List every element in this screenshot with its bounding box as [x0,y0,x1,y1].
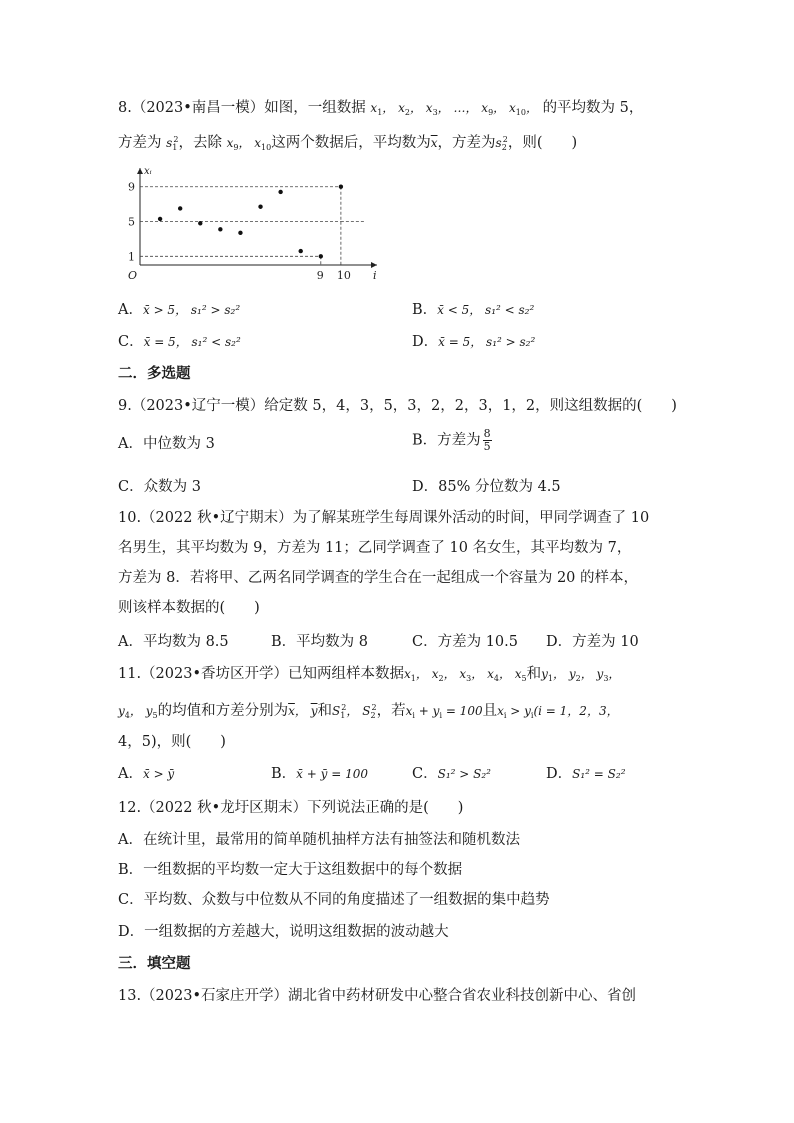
q8-scatter-plot [118,160,377,285]
q9-option-c: C．众数为 3 [118,479,201,495]
x-tick-10: 10 [336,269,351,282]
q11-option-a: A．x̄ > ȳ [118,766,175,782]
q10-option-a: A．平均数为 8.5 [118,634,229,650]
q10-line3: 方差为 8．若将甲、乙两名同学调查的学生合在一起组成一个容量为 20 的样本， [118,570,639,586]
q8-line1 [118,98,684,123]
q8-option-b: B．x̄ < 5， s₁² < s₂² [412,302,535,318]
q8-text-b: ，去除 [178,135,222,151]
q11-sum-condition: $x_i + y_i = 100$ [405,704,483,720]
data-point-4 [218,227,222,231]
q9-stem: 9.（2023•辽宁一模）给定数 5，4，3，5，3，2，2，3，1，2，则这组数据的( ) [118,398,677,414]
q11-line1: 11.（2023•香坊区开学）已知两组样本数据$x_1$， $x_2$， $x_3$， $x_4$， $x_5$和$y_1$， $y_2$， $y_3$， [118,666,621,683]
data-point-8 [299,249,303,253]
data-point-7 [278,190,282,194]
data-point-6 [258,205,262,209]
q11-line3: 4，5)，则( ) [118,734,226,750]
q8-s1-squared: $s_1^2$ [166,135,179,152]
data-point-2 [178,206,182,210]
q8-data-sequence: $x_1$， $x_2$， $x_3$， …， $x_9$， $x_{10}$， [370,101,538,117]
y-axis-arrow [137,168,143,174]
data-point-5 [238,231,242,235]
y-axis-label: xᵢ [144,166,152,177]
q10-line4: 则该样本数据的( ) [118,600,260,616]
q10-option-d: D．方差为 10 [546,634,639,650]
y-tick-1: 1 [128,250,135,264]
q11-means: $\overline{x}$， $\overline{y}$和$S_1^2$， $S_2^2$ [288,703,377,720]
x-axis-label: i [373,269,377,282]
q12-stem: 12.（2022 秋•龙圩区期末）下列说法正确的是( ) [118,800,464,816]
x-tick-9: 9 [316,269,324,282]
q8-stem-start: 8.（2023•南昌一模）如图，一组数据 [118,100,366,116]
q12-option-b: B．一组数据的平均数一定大于这组数据中的每个数据 [118,862,463,878]
q11-sample-lists: $x_1$， $x_2$， $x_3$， $x_4$， $x_5$和$y_1$， $y_2$， $y_3$， [404,666,621,683]
data-point-3 [198,221,202,225]
q8-text-e: ，则( ) [507,135,578,151]
q12-option-a: A．在统计里，最常用的简单随机抽样方法有抽签法和随机数法 [118,832,520,848]
q10-line2: 名男生，其平均数为 9，方差为 11；乙同学调查了 10 名女生，其平均数为 7， [118,540,632,556]
q8-x9-x10: $x_9$， $x_{10}$ [226,136,272,152]
q9-option-b: B．方差为 $\frac{8}{5}$ [412,427,491,453]
y-tick-9: 9 [128,180,135,194]
q11-inequality: $x_i > y_i(i = 1$，2，3， [497,704,619,720]
q11-line2: $y_4$， $y_5$的均值和方差分别为$\overline{x}$， $\overline{y}$和$S_1^2$， $S_2^2$，若$x_i + y_i = 100$且$x_i > y_i(i = 1$，2，3， [118,703,619,720]
data-point-1 [158,217,162,221]
q8-text-c: 这两个数据后，平均数为 [271,135,431,151]
origin-label: O [128,269,138,282]
q11-option-d: D．S₁² = S₂² [546,766,626,782]
section-multiple-choice-heading: 二．多选题 [118,365,191,382]
q11-option-b: B．x̄ + ȳ = 100 [271,766,368,782]
q10-option-c: C．方差为 10.5 [412,634,518,650]
x-axis-arrow [371,262,377,268]
q8-option-c: C．x̄ = 5， s₁² < s₂² [118,334,241,350]
q8-line2 [118,130,684,158]
q9-option-a: A．中位数为 3 [118,436,215,452]
q8-xbar: $\overline{x}$ [430,136,438,150]
q13-stem: 13.（2023•石家庄开学）湖北省中药材研发中心整合省农业科技创新中心、省创 [118,988,637,1004]
data-point-9 [319,254,323,258]
q10-option-b: B．平均数为 8 [271,634,368,650]
q11-option-c: C．S₁² > S₂² [412,766,491,782]
q8-s2-squared: $s_2^2$ [495,135,508,152]
q8-option-a: A．x̄ > 5， s₁² > s₂² [118,302,241,318]
data-point-10 [339,185,343,189]
q11-y-tail: $y_4$， $y_5$ [118,704,158,720]
q8-text-d: ，方差为 [437,135,496,151]
q9-option-d: D．85% 分位数为 4.5 [412,479,561,495]
q10-line1: 10.（2022 秋•辽宁期末）为了解某班学生每周课外活动的时间，甲同学调查了 10 [118,510,650,526]
q9-fraction: $\frac{8}{5}$ [483,427,491,453]
q8-option-d: D．x̄ = 5， s₁² > s₂² [412,334,536,350]
q12-option-d: D．一组数据的方差越大，说明这组数据的波动越大 [118,924,449,940]
q8-stem-tail: 的平均数为 5， [542,100,644,116]
q12-option-c: C．平均数、众数与中位数从不同的角度描述了一组数据的集中趋势 [118,892,550,908]
q8-text-a: 方差为 [118,135,162,151]
section-fill-in-heading: 三．填空题 [118,955,191,972]
y-tick-5: 5 [128,215,135,229]
